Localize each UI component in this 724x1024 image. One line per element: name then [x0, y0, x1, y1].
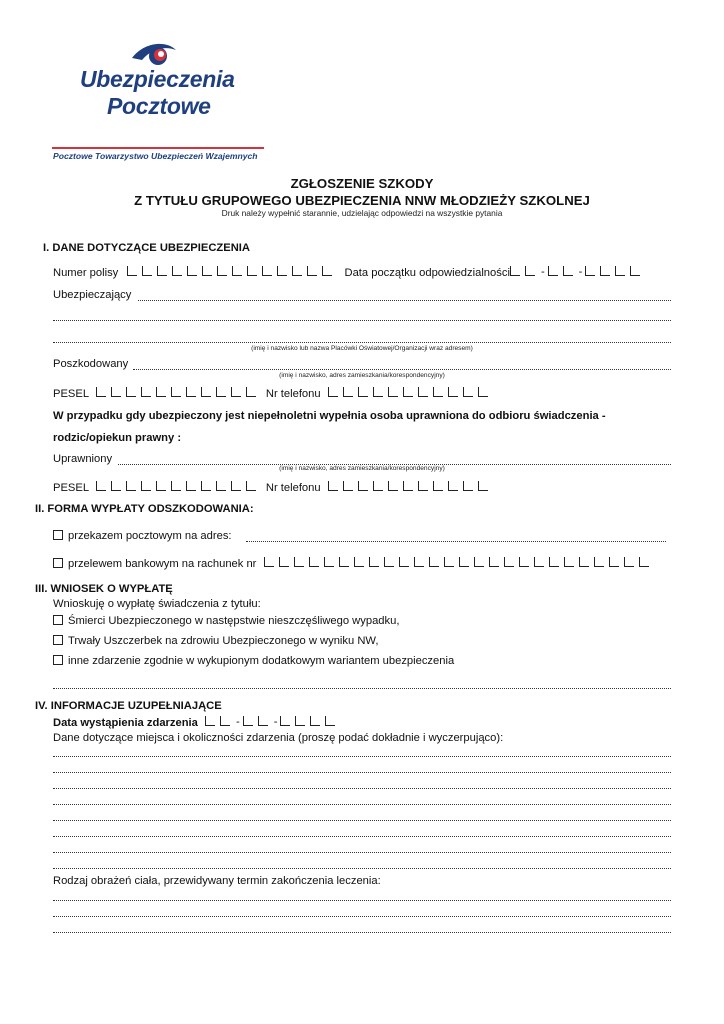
insured-field-3[interactable]: [53, 342, 671, 343]
circumstances-field-1[interactable]: [53, 756, 671, 757]
injured-label: Poszkodowany: [53, 358, 129, 370]
death-label: Śmierci Ubezpieczonego w następstwie nieszczęśliwego wypadku,: [68, 615, 400, 627]
pesel-label: PESEL: [53, 388, 89, 400]
postal-address-field[interactable]: [246, 541, 666, 542]
form-title-1: ZGŁOSZENIE SZKODY: [290, 176, 434, 191]
injury-checkbox[interactable]: [53, 635, 63, 645]
claim-intro: Wnioskuję o wypłatę świadczenia z tytułu:: [53, 598, 261, 610]
circumstances-field-6[interactable]: [53, 836, 671, 837]
section-3-heading: III. WNIOSEK O WYPŁATĘ: [35, 583, 173, 595]
circumstances-field-4[interactable]: [53, 804, 671, 805]
other-label: inne zdarzenie zgodnie w wykupionym dodatkowym wariantem ubezpieczenia: [68, 655, 455, 667]
bank-checkbox[interactable]: [53, 558, 63, 568]
bank-option[interactable]: [53, 557, 652, 570]
pesel-field-2[interactable]: [96, 481, 259, 491]
postal-label: przekazem pocztowym na adres:: [68, 530, 232, 542]
pesel-row-1: [53, 387, 491, 400]
bank-label: przelewem bankowym na rachunek nr: [68, 558, 257, 570]
circumstances-label: Dane dotyczące miejsca i okoliczności zdarzenia (proszę podać dokładnie i wyczerpująco):: [53, 732, 504, 744]
injured-hint: (imię i nazwisko, adres zamieszkania/korespondencyjny): [279, 372, 445, 379]
insured-hint: (imię i nazwisko lub nazwa Placówki Oświatowej/Organizacji wraz adresem): [251, 345, 473, 352]
phone-label-2: Nr telefonu: [265, 482, 321, 494]
insured-field-1[interactable]: [138, 300, 671, 301]
postal-option[interactable]: [53, 530, 232, 542]
section-2-heading: II. FORMA WYPŁATY ODSZKODOWANIA:: [35, 503, 254, 515]
injury-type-label: Rodzaj obrażeń ciała, przewidywany termin zakończenia leczenia:: [53, 875, 381, 887]
event-date-label: Data wystąpienia zdarzenia: [53, 717, 198, 729]
pesel-label-2: PESEL: [53, 482, 89, 494]
insured-field-2[interactable]: [53, 320, 671, 321]
logo-tagline: Pocztowe Towarzystwo Ubezpieczeń Wzajemnych: [53, 151, 258, 161]
injury-type-field-2[interactable]: [53, 916, 671, 917]
minor-note-2: rodzic/opiekun prawny :: [53, 432, 182, 444]
entitled-hint: (imię i nazwisko, adres zamieszkania/korespondencyjny): [279, 465, 445, 472]
insured-label: Ubezpieczający: [53, 289, 132, 301]
injury-type-field-3[interactable]: [53, 932, 671, 933]
event-date-field[interactable]: - -: [205, 716, 338, 728]
logo-line2: Pocztowe: [107, 93, 211, 119]
start-date-label: Data początku odpowiedzialności: [344, 267, 510, 279]
injury-option-label: Trwały Uszczerbek na zdrowiu Ubezpieczonego w wyniku NW,: [68, 635, 379, 647]
circumstances-field-7[interactable]: [53, 852, 671, 853]
policy-number-field[interactable]: [127, 266, 335, 276]
policy-label: Numer polisy: [53, 267, 119, 279]
claim-option-2[interactable]: [53, 635, 378, 647]
claim-option-3[interactable]: [53, 655, 454, 667]
injury-type-field-1[interactable]: [53, 900, 671, 901]
death-checkbox[interactable]: [53, 615, 63, 625]
logo-line1: Ubezpieczenia: [80, 66, 235, 92]
claim-option-1[interactable]: [53, 615, 399, 627]
policy-row: [53, 266, 643, 279]
other-checkbox[interactable]: [53, 655, 63, 665]
postal-checkbox[interactable]: [53, 530, 63, 540]
phone-field-2[interactable]: [328, 481, 491, 491]
phone-label: Nr telefonu: [265, 388, 321, 400]
form-title-2: Z TYTUŁU GRUPOWEGO UBEZPIECZENIA NNW MŁODZIEŻY SZKOLNEJ: [134, 193, 590, 208]
circumstances-field-8[interactable]: [53, 868, 671, 869]
form-note: Druk należy wypełnić starannie, udzielając odpowiedzi na wszystkie pytania: [221, 208, 503, 218]
section-4-heading: IV. INFORMACJE UZUPEŁNIAJĄCE: [35, 700, 222, 712]
phone-field[interactable]: [328, 387, 491, 397]
logo-divider: [52, 147, 264, 149]
pesel-field[interactable]: [96, 387, 259, 397]
entitled-label: Uprawniony: [53, 453, 113, 465]
start-date-field[interactable]: - -: [510, 266, 643, 278]
pesel-row-2: [53, 481, 491, 494]
event-date-row: [53, 716, 338, 729]
circumstances-field-2[interactable]: [53, 772, 671, 773]
bank-account-field[interactable]: [264, 557, 652, 567]
injured-field[interactable]: [133, 369, 671, 370]
other-event-field[interactable]: [53, 688, 671, 689]
circumstances-field-5[interactable]: [53, 820, 671, 821]
circumstances-field-3[interactable]: [53, 788, 671, 789]
section-1-heading: I. DANE DOTYCZĄCE UBEZPIECZENIA: [43, 242, 250, 254]
minor-note-1: W przypadku gdy ubezpieczony jest niepełnoletni wypełnia osoba uprawniona do odbioru świadczenia -: [53, 410, 606, 422]
